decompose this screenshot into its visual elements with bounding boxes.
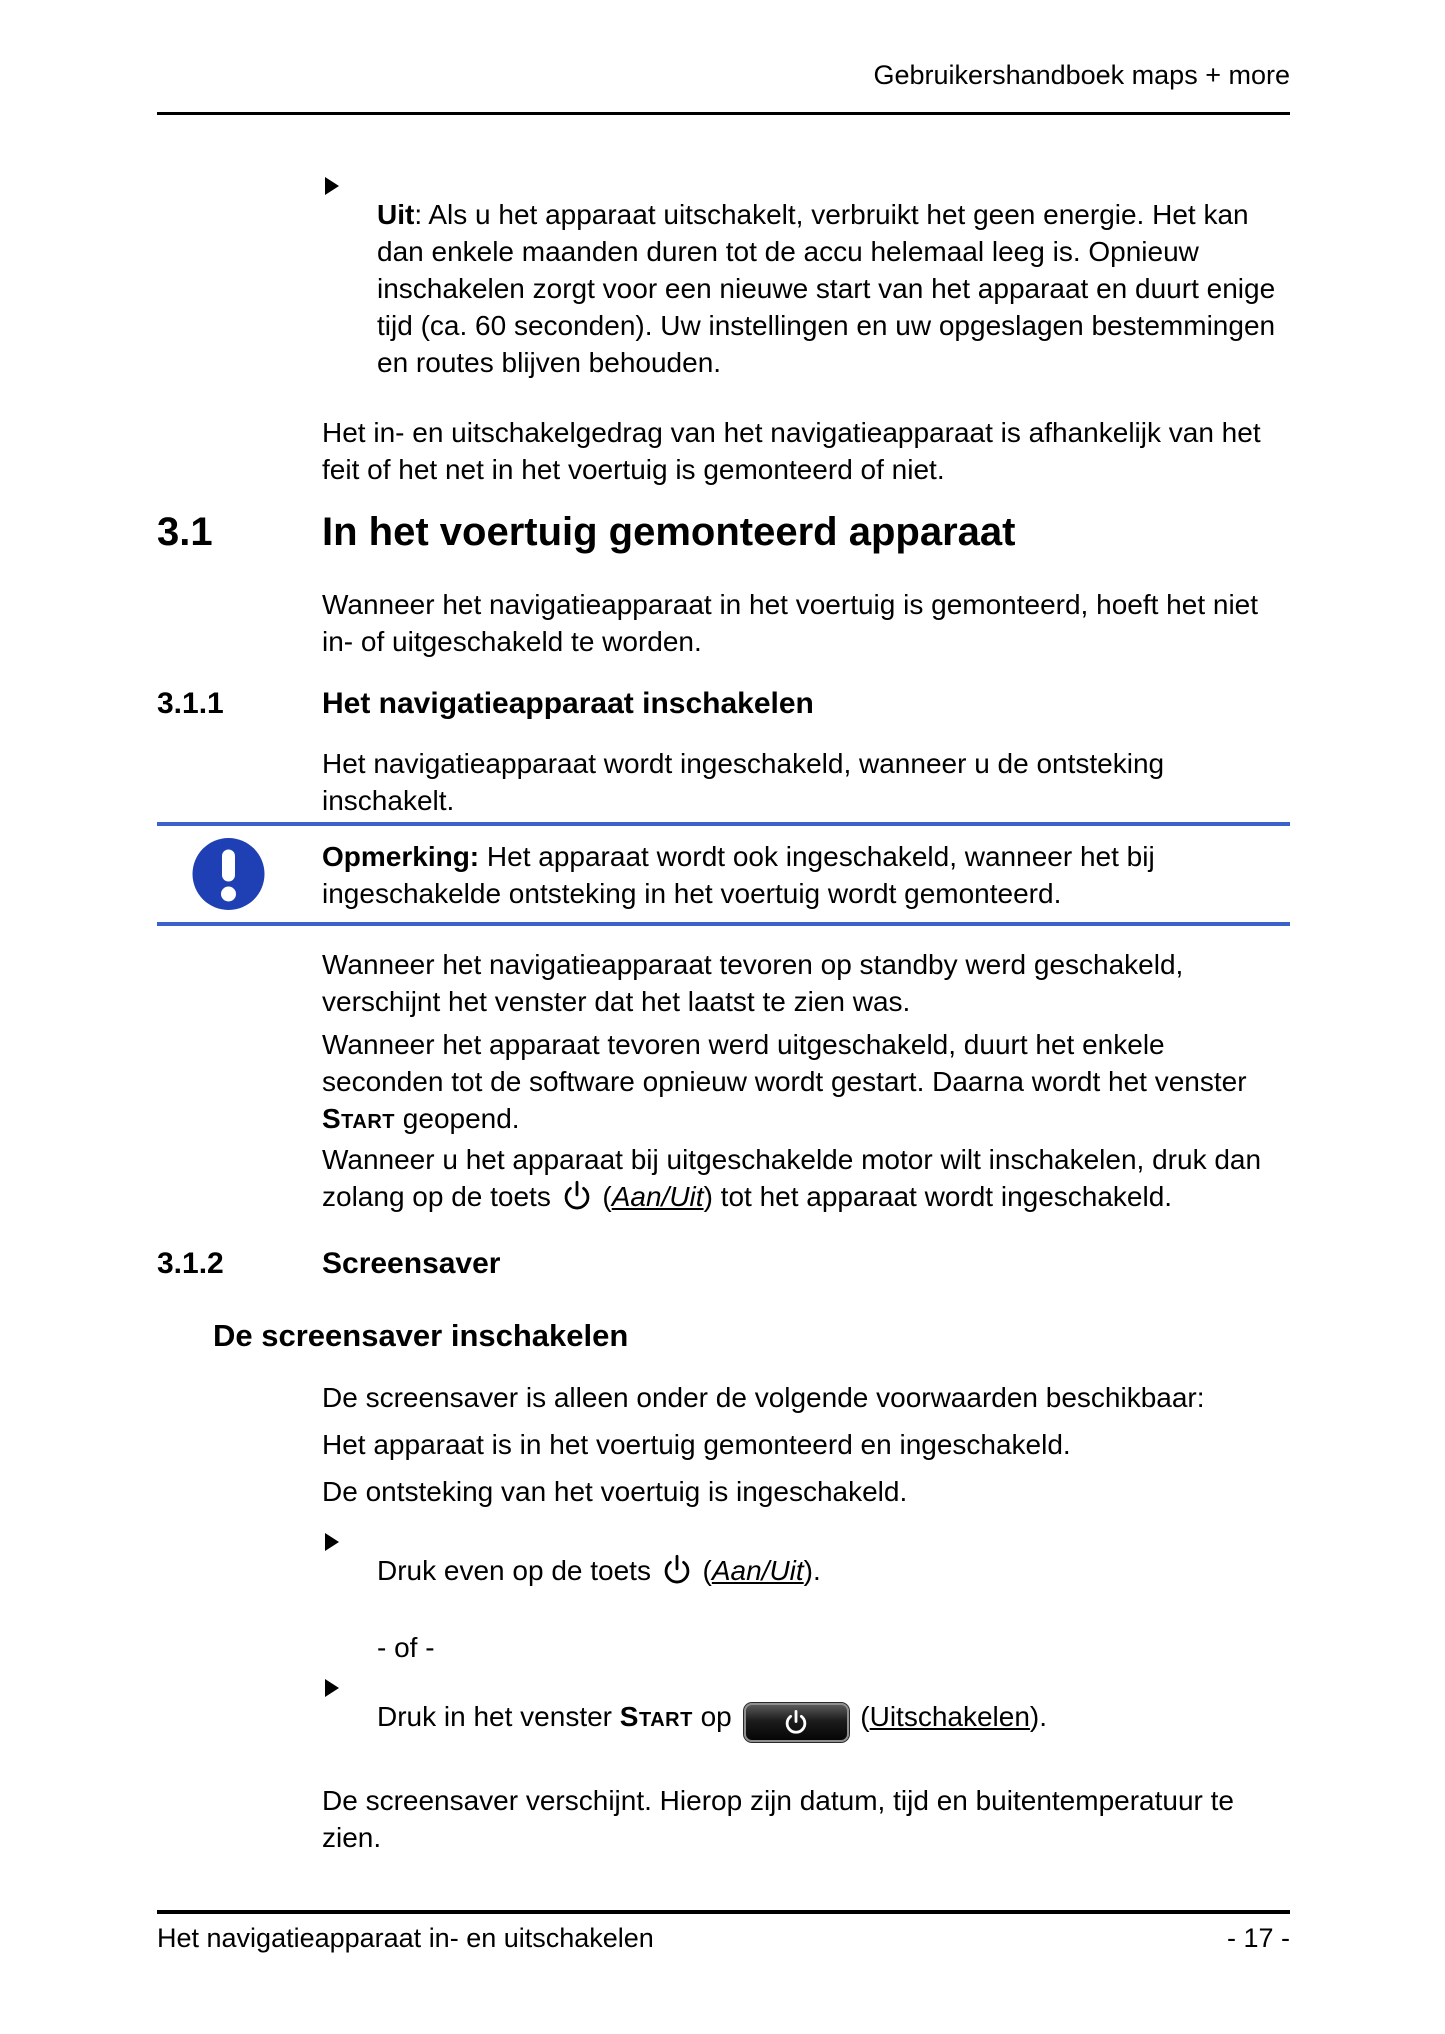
section-heading-3-1-2 <box>157 1245 1290 1283</box>
paragraph: Het navigatieapparaat wordt ingeschakeld, wanneer u de ontsteking inschakelt. <box>322 748 1165 816</box>
footer-page-number: - 17 - <box>1226 1923 1290 1953</box>
paragraph: De ontsteking van het voertuig is ingeschakeld. <box>322 1476 908 1507</box>
note-text: Opmerking: Het apparaat wordt ook ingeschakeld, wanneer het bij ingeschakelde ontsteking in het voertuig wordt gemonteerd. <box>322 841 1155 909</box>
section-number: 3.1 <box>157 510 213 554</box>
page-footer <box>157 1910 1290 1955</box>
list-item <box>325 1524 1290 1617</box>
window-name-start: Start <box>322 1103 396 1134</box>
list-item <box>325 168 1290 409</box>
list-item <box>325 1670 1290 1770</box>
uitschakelen-link[interactable]: Uitschakelen <box>869 1701 1030 1732</box>
page-content <box>157 120 1290 1856</box>
sub-heading: De screensaver inschakelen <box>213 1318 629 1353</box>
bullet-text: Druk even op de toets (Aan/Uit). <box>377 1555 821 1586</box>
section-heading-3-1-1 <box>157 685 1290 723</box>
paragraph: Wanneer u het apparaat bij uitgeschakelde motor wilt inschakelen, druk dan zolang op de toets (Aan/Uit) tot het apparaat wordt ingeschakeld. <box>322 1144 1262 1212</box>
section-number: 3.1.2 <box>157 1247 224 1280</box>
section-title: Screensaver <box>322 1247 501 1280</box>
section-title: Het navigatieapparaat inschakelen <box>322 687 814 720</box>
paragraph: De screensaver is alleen onder de volgende voorwaarden beschikbaar: <box>322 1382 1205 1413</box>
note-exclamation-icon <box>192 838 265 911</box>
paragraph: Wanneer het apparaat tevoren werd uitgeschakeld, duurt het enkele seconden tot de software opnieuw wordt gestart. Daarna wordt het venster Start geopend. <box>322 1029 1247 1134</box>
paragraph: De screensaver verschijnt. Hierop zijn datum, tijd en buitentemperatuur te zien. <box>322 1785 1234 1853</box>
power-button-image <box>744 1703 849 1742</box>
window-name-start: Start <box>619 1701 693 1732</box>
bullet-text: Druk in het venster Start op (Uitschakelen). <box>377 1698 1290 1742</box>
paragraph: Wanneer het navigatieapparaat tevoren op standby werd geschakeld, verschijnt het venster dat het laatst te zien was. <box>322 949 1184 1017</box>
note-box <box>157 822 1290 926</box>
or-separator: - of - <box>377 1632 435 1663</box>
bullet-keyword: Uit <box>377 199 415 230</box>
paragraph: Het in- en uitschakelgedrag van het navigatieapparaat is afhankelijk van het feit of het net in het voertuig is gemonteerd of niet. <box>322 417 1261 485</box>
note-label: Opmerking: <box>322 841 480 872</box>
bullet-triangle-icon <box>325 1679 339 1697</box>
footer-chapter-title: Het navigatieapparaat in- en uitschakelen <box>157 1923 654 1953</box>
bullet-text: Uit: Als u het apparaat uitschakelt, verbruikt het geen energie. Het kan dan enkele maanden duren tot de accu helemaal leeg is. Opnieuw inschakelen zorgt voor een nieuwe start van het apparaat en duurt enige tijd (ca. 60 seconden). Uw instellingen en uw opgeslagen bestemmingen en routes blijven behouden. <box>377 199 1276 378</box>
page-header <box>157 0 1290 115</box>
aan-uit-link[interactable]: Aan/Uit <box>611 1181 704 1212</box>
power-icon <box>561 1179 593 1213</box>
section-number: 3.1.1 <box>157 687 224 720</box>
aan-uit-link[interactable]: Aan/Uit <box>711 1555 804 1586</box>
paragraph: Het apparaat is in het voertuig gemonteerd en ingeschakeld. <box>322 1429 1071 1460</box>
power-icon <box>661 1553 693 1587</box>
bullet-triangle-icon <box>325 1533 339 1551</box>
section-title: In het voertuig gemonteerd apparaat <box>322 510 1016 554</box>
section-heading-3-1 <box>157 508 1290 556</box>
header-title: Gebruikershandboek maps + more <box>873 60 1290 90</box>
bullet-triangle-icon <box>325 177 339 195</box>
paragraph: Wanneer het navigatieapparaat in het voertuig is gemonteerd, hoeft het niet in- of uitgeschakeld te worden. <box>322 589 1259 657</box>
power-icon <box>783 1709 809 1736</box>
